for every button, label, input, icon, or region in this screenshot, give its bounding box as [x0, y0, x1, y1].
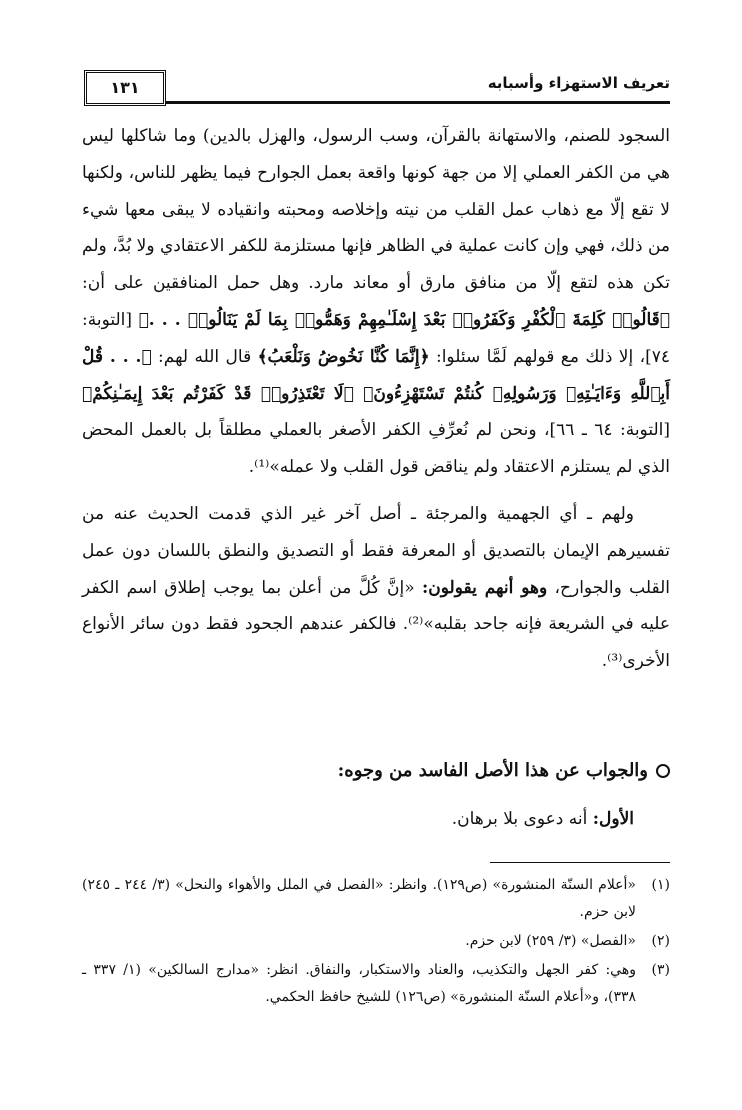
footnote: [82, 872, 670, 926]
footnote-text: «أعلام السنّة المنشورة» (ص١٢٩). وانظر: «الفصل في الملل والأهواء والنحل» (٣/ ٢٤٤ ـ ٢٤٥) لابن حزم.: [82, 877, 636, 920]
header-rule: [174, 101, 670, 104]
paragraph-1: السجود للصنم، والاستهانة بالقرآن، وسب الرسول، والهزل بالدين) وما شاكلها ليس هي من الكفر العملي إلا من جهة كونها واقعة بعمل الجوارح فيما يظهر للناس، ولكنها لا تقع إلّا مع ذهاب عمل القلب من نيته وإخلاصه ومحبته وانقياده لا يبقى معها شيء من ذلك، فهي وإن كانت عملية في الظاهر فإنها مستلزمة للكفر الاعتقادي ولا بُدَّ، ولم تكن هذه لتقع إلّا من منافق مارق أو معاند مارد. وهل حمل المنافقين على أن: ﴿قَالُوا۟ كَلِمَةَ ٱلْكُفْرِ وَكَفَرُوا۟ بَعْدَ إِسْلَـٰمِهِمْ وَهَمُّوا۟ بِمَا لَمْ يَنَالُوا۟ . . .﴾ [التوبة: ٧٤]، إلا ذلك مع قولهم لَمَّا سئلوا: ﴿إِنَّمَا كُنَّا نَخُوضُ وَنَلْعَبُ﴾ قال الله لهم: ﴿. . . قُلْ أَبِٱللَّهِ وَءَايَـٰتِهِۦ وَرَسُولِهِۦ كُنتُمْ تَسْتَهْزِءُونَ﴾ ﴿لَا تَعْتَذِرُوا۟ قَدْ كَفَرْتُم بَعْدَ إِيمَـٰنِكُمْ﴾ [التوبة: ٦٤ ـ ٦٦]، ونحن لم نُعرِّفِ الكفر الأصغر بالعملي مطلقاً بل بالعمل المحض الذي لم يستلزم الاعتقاد ولم يناقض قول القلب ولا عمله»⁽¹⁾.: [82, 126, 671, 478]
footnote-text: وهي: كفر الجهل والتكذيب، والعناد والاستكبار، والنفاق. انظر: «مدارج السالكين» (١/ ٣٣٧ ـ ٣٣٨)، و«أعلام السنّة المنشورة» (ص١٢٦) للشيخ حافظ الحكمي.: [82, 962, 636, 1005]
footnote: [82, 957, 670, 1011]
point-text: أنه دعوى بلا برهان.: [451, 809, 593, 829]
quran-verse-3: ﴿. . . قُلْ أَبِٱللَّهِ وَءَايَـٰتِهِۦ وَرَسُولِهِۦ كُنتُمْ تَسْتَهْزِءُونَ﴾ ﴿لَا تَعْتَذِرُوا۟ قَدْ كَفَرْتُم بَعْدَ إِيمَـٰنِكُمْ﴾: [82, 346, 670, 404]
footnote-number: (٢): [651, 933, 670, 949]
running-title: تعريف الاستهزاء وأسبابه: [487, 74, 670, 92]
bold-phrase: وهو أنهم يقولون:: [421, 577, 548, 598]
quran-verse-2: ﴿إِنَّمَا كُنَّا نَخُوضُ وَنَلْعَبُ﴾: [257, 346, 430, 367]
footnote-number: (٣): [651, 962, 670, 978]
point-first: [82, 804, 634, 834]
section-heading: والجواب عن هذا الأصل الفاسد من وجوه:: [82, 756, 670, 786]
footnotes: [82, 872, 670, 1013]
footnote-divider: [490, 862, 670, 863]
quran-verse-1: ﴿قَالُوا۟ كَلِمَةَ ٱلْكُفْرِ وَكَفَرُوا۟ بَعْدَ إِسْلَـٰمِهِمْ وَهَمُّوا۟ بِمَا لَمْ يَنَالُوا۟ . . .﴾: [138, 309, 670, 330]
footnote-text: «الفصل» (٣/ ٢٥٩) لابن حزم.: [465, 933, 636, 949]
footnote-number: (١): [651, 877, 670, 893]
paragraph-2: ولهم ـ أي الجهمية والمرجئة ـ أصل آخر غير الذي قدمت الحديث عنه من تفسيرهم الإيمان بالتصديق أو المعرفة فقط أو التصديق والنطق باللسان دون عمل القلب والجوارح، وهو أنهم يقولون: «إنَّ كُلَّ من أعلن بما يوجب إطلاق اسم الكفر عليه في الشريعة فإنه جاحد بقلبه»⁽²⁾. فالكفر عندهم الجحود فقط دون سائر الأنواع الأخرى⁽³⁾.: [82, 503, 670, 672]
point-label: الأول:: [592, 809, 634, 829]
page-header: [84, 72, 670, 104]
main-text: [82, 118, 670, 680]
circle-bullet-icon: [656, 764, 670, 778]
footnote: [82, 928, 670, 955]
page-number: ١٣١: [84, 70, 166, 106]
